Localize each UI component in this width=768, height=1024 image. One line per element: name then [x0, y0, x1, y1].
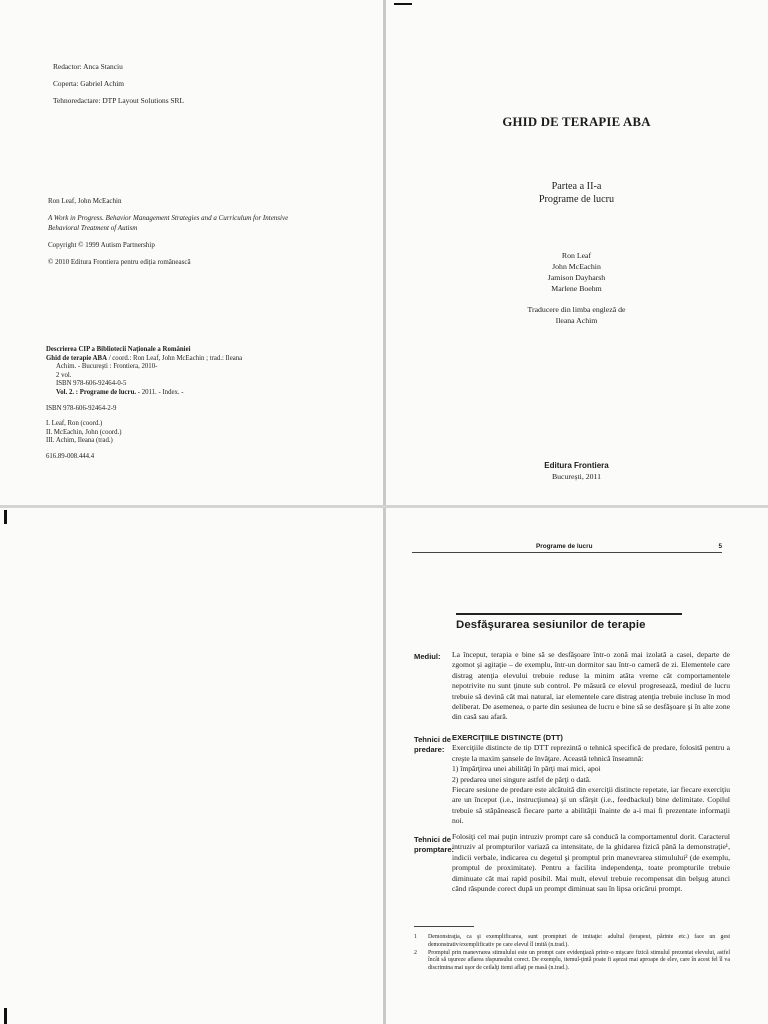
- running-header: [412, 538, 722, 553]
- promptare-text: [452, 832, 730, 894]
- cip-heading: Descrierea CIP a Bibliotecii Naţionale a României: [46, 346, 191, 353]
- footnote: [414, 950, 730, 973]
- scan-corner-mark: [4, 510, 7, 524]
- mediul-label: Mediul:: [414, 652, 441, 661]
- translation-label: Traducere din limba engleză de: [527, 305, 626, 314]
- footnote-number: 1: [414, 934, 417, 940]
- label-line: predare:: [414, 745, 445, 754]
- cip-contributor: I. Leaf, Ron (coord.): [46, 420, 103, 428]
- cip-contributor: III. Achim, Ileana (trad.): [46, 437, 113, 445]
- editor-credit: Redactor: Anca Stanciu: [53, 62, 123, 71]
- cip-line: 2 vol.: [56, 371, 72, 379]
- translator-name: Ileana Achim: [555, 316, 598, 325]
- cip-book-title: Ghid de terapie ABA: [46, 354, 107, 362]
- label-line: Tehnici de: [414, 735, 451, 744]
- cip-contributor: II. McEachin, John (coord.): [46, 428, 122, 436]
- credits-block: [53, 58, 184, 109]
- cover-credit: Coperta: Gabriel Achim: [53, 79, 125, 88]
- rights-block: [48, 196, 308, 267]
- book-subtitle: [385, 180, 768, 206]
- cip-block: [46, 346, 296, 462]
- authors-line: Ron Leaf, John McEachin: [48, 197, 122, 205]
- footnote-text: Promptul prin manevrarea stimulului este un prompt care evidenţiază printr-o mişcare fizică stimulul prezentat elevului, astfel încât să uşureze aflarea răspunsului corect. De exemplu, itemul-ţintă poate fi aşezat mai aproape de elev, care în acest fel îl va discrimina mai uşor de ceilalţi itemi aflaţi pe masă (n.trad.).: [428, 949, 730, 972]
- footnote: [414, 934, 730, 950]
- scan-fold: [0, 505, 768, 508]
- author-name: Ron Leaf: [561, 251, 592, 260]
- author-name: Marlene Boehm: [551, 284, 602, 293]
- predare-text: [452, 733, 730, 827]
- book-title: GHID DE TERAPIE ABA: [502, 115, 651, 129]
- author-list: [385, 250, 768, 294]
- part-label: Partea a II-a: [551, 181, 602, 192]
- author-name: Jamison Dayharsh: [547, 273, 606, 282]
- cip-volume-rest: - 2011. - Index. -: [137, 388, 184, 396]
- original-title: A Work in Progress. Behavior Management Strategies and a Curriculum for Intensive Behavioral Treatment of Autism: [48, 214, 289, 232]
- footnotes: [414, 934, 730, 973]
- running-title: Programe de lucru: [536, 543, 593, 550]
- copyright-original: Copyright © 1999 Autism Partnership: [48, 241, 155, 249]
- cip-book-line: [46, 355, 296, 364]
- paragraph: La început, terapia e bine să se desfăşoare într-o zonă mai izolată a casei, departe de zgomot şi agitaţie – de exemplu, într-un dormitor sau într-o cameră de zi. Elementele care distrag atenţia elevului trebuie reduse la minim atâta vreme cât comportamentele nepotrivite nu sunt ţinute sub control. Pe măsură ce elevul progresează, mediul de lucru trebuie să devină cât mai natural, iar elementele care distrag atenţia trebuie incluse în mod deliberat. De asemenea, o parte din sesiunea de lucru e bine să se desfăşoare şi în alte zone din casă sau afară.: [452, 650, 730, 722]
- book-spine: [383, 0, 386, 1024]
- subtitle-label: Programe de lucru: [538, 194, 615, 205]
- publisher-block: [385, 460, 768, 482]
- promptare-label: [414, 835, 454, 855]
- cip-classification: 616.89-008.444.4: [46, 452, 95, 460]
- section-title: Desfăşurarea sesiunilor de terapie: [456, 619, 646, 631]
- dtt-subheading: EXERCIŢIILE DISTINCTE (DTT): [452, 733, 563, 742]
- section-rule: [456, 613, 682, 615]
- publisher-name: Editura Frontiera: [544, 461, 609, 470]
- cip-line: Achim. - Bucureşti : Frontiera, 2010-: [56, 363, 158, 371]
- cip-volume-line: [46, 389, 296, 398]
- footnote-rule: [414, 926, 474, 927]
- predare-label: [414, 735, 451, 755]
- label-line: promptare:: [414, 845, 455, 854]
- copyright-romanian: © 2010 Editura Frontiera pentru ediția românească: [48, 258, 191, 266]
- paragraph: Fiecare sesiune de predare este alcătuită din exerciţii distincte repetate, iar fiecare exerciţiu are un început (i.e., instrucţiunea) şi un sfârşit (i.e., feedbackul) bine delimitate. Copilul trebuie să stăpânească fiecare parte a abilităţii înainte de a-i mai fi prezentate informaţii noi.: [452, 785, 730, 826]
- cip-isbn: ISBN 978-606-92464-2-9: [46, 404, 117, 412]
- list-item: 1) împărţirea unei abilităţi în părţi mai mici, apoi: [452, 764, 601, 774]
- label-line: Tehnici de: [414, 835, 451, 844]
- footnote-number: 2: [414, 949, 417, 956]
- translation-credit: [385, 304, 768, 326]
- paragraph: Exerciţiile distincte de tip DTT reprezintă o tehnică specifică de predare, folosită pentru a creşte la maxim şansele de învăţare. Această tehnică înseamnă:: [452, 743, 730, 763]
- cip-volume: Vol. 2. : Programe de lucru.: [56, 388, 137, 396]
- scan-edge-mark: [394, 3, 412, 5]
- publication-place-year: București, 2011: [551, 472, 602, 481]
- list-item: 2) predarea unei singure astfel de părţi o dată.: [452, 774, 591, 784]
- scan-corner-mark: [4, 1008, 7, 1024]
- page-number: 5: [718, 543, 722, 550]
- author-name: John McEachin: [552, 262, 601, 271]
- typesetting-credit: Tehnoredactare: DTP Layout Solutions SRL: [53, 96, 184, 105]
- blank-page: [0, 508, 384, 1024]
- cip-line: ISBN 978-606-92464-0-5: [56, 380, 127, 388]
- mediul-text: [452, 650, 730, 723]
- paragraph: Folosiţi cel mai puţin intruziv prompt care să conducă la comportamentul dorit. Caracterul intruziv al prompturilor variază ca intensitate, de la ghidarea fizică până la demonstraţie¹, indicii verbale, indicarea cu degetul şi promptul prin manevrarea stimulului² (de exemplu, promptul de proximitate). Pentru a facilita independenţa, toate prompturile trebuie diminuate cât mai rapid posibil. Mai mult, elevul trebuie recompensat din belşug atunci când răspunde corect după un prompt diminuat sau în lipsa oricărui prompt.: [452, 832, 730, 894]
- cip-coord: / coord.: Ron Leaf, John McEachin ; trad.: Ileana: [108, 354, 243, 362]
- footnote-text: Demonstraţia, ca şi exemplificarea, sunt prompturi de imitaţie: adultul (terapeut, părinte etc.) face un gest demonstrativ/exemplificativ pe care elevul îl imită (n.trad.).: [428, 934, 730, 948]
